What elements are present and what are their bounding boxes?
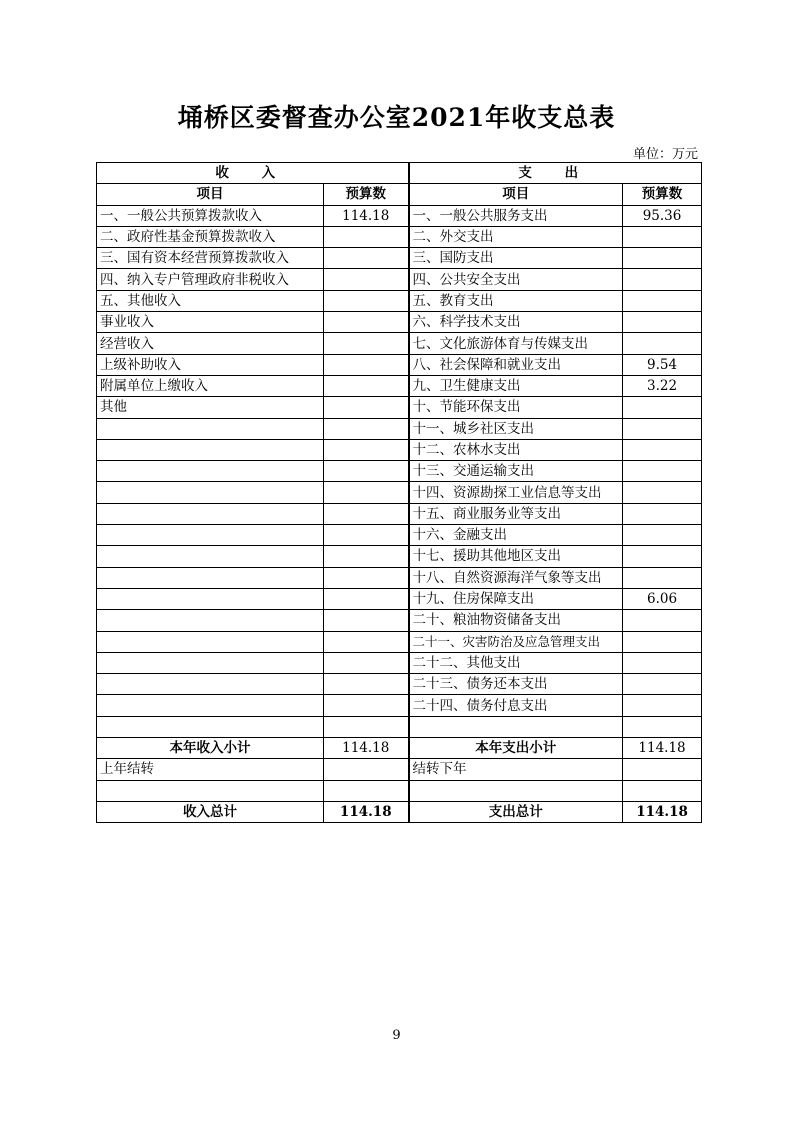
- table-row: [97, 333, 702, 354]
- expense-item-label: 二、外交支出: [409, 226, 623, 247]
- empty-cell: [97, 482, 324, 503]
- expense-item-label: 二十一、灾害防治及应急管理支出: [409, 631, 623, 652]
- empty-cell: [324, 610, 409, 631]
- expense-item-value: [623, 652, 702, 673]
- empty-cell: [324, 461, 409, 482]
- expense-item-value: 95.36: [623, 205, 702, 226]
- expense-item-label: 十一、城乡社区支出: [409, 418, 623, 439]
- expense-item-value: [623, 525, 702, 546]
- expense-item-label: 二十三、债务还本支出: [409, 674, 623, 695]
- empty-cell: [623, 716, 702, 737]
- subtotal-row: [97, 738, 702, 759]
- expense-item-label: 三、国防支出: [409, 248, 623, 269]
- expense-item-label: 十九、住房保障支出: [409, 588, 623, 609]
- income-total-value: 114.18: [324, 801, 409, 822]
- empty-cell: [324, 652, 409, 673]
- empty-cell: [324, 674, 409, 695]
- expense-item-value: [623, 567, 702, 588]
- income-item-value: 114.18: [324, 205, 409, 226]
- empty-cell: [97, 631, 324, 652]
- expense-item-label: 二十、粮油物资储备支出: [409, 610, 623, 631]
- document-title: 埇桥区委督查办公室2021年收支总表: [177, 103, 616, 132]
- expense-item-label: 五、教育支出: [409, 290, 623, 311]
- income-item-label: 三、国有资本经营预算拨款收入: [97, 248, 324, 269]
- empty-cell: [97, 525, 324, 546]
- table-row: [97, 780, 702, 801]
- expense-item-label: 二十四、债务付息支出: [409, 695, 623, 716]
- income-item-label: 二、政府性基金预算拨款收入: [97, 226, 324, 247]
- table-row: [97, 248, 702, 269]
- table-row: [97, 652, 702, 673]
- income-item-label: 一、一般公共预算拨款收入: [97, 205, 324, 226]
- empty-cell: [409, 780, 623, 801]
- expense-total-label: 支出总计: [409, 801, 623, 822]
- expense-item-value: [623, 312, 702, 333]
- expense-item-label: 十、节能环保支出: [409, 397, 623, 418]
- table-row: [97, 674, 702, 695]
- table-row: [97, 226, 702, 247]
- income-budget-header: 预算数: [324, 184, 409, 205]
- income-item-label: 上级补助收入: [97, 354, 324, 375]
- empty-cell: [324, 716, 409, 737]
- expense-item-value: [623, 503, 702, 524]
- empty-cell: [324, 588, 409, 609]
- income-subtotal-value: 114.18: [324, 738, 409, 759]
- empty-cell: [623, 759, 702, 780]
- income-item-value: [324, 290, 409, 311]
- empty-cell: [324, 631, 409, 652]
- empty-cell: [97, 567, 324, 588]
- empty-cell: [97, 439, 324, 460]
- empty-cell: [97, 695, 324, 716]
- empty-cell: [97, 546, 324, 567]
- prev-year-carryover-label: 上年结转: [97, 759, 324, 780]
- expense-item-value: [623, 248, 702, 269]
- expense-item-value: [623, 226, 702, 247]
- expense-item-label: 十八、自然资源海洋气象等支出: [409, 567, 623, 588]
- expense-section-header: 支 出: [409, 163, 702, 184]
- budget-table: [96, 162, 702, 823]
- expense-item-label: 十四、资源勘探工业信息等支出: [409, 482, 623, 503]
- expense-item-label: 二十二、其他支出: [409, 652, 623, 673]
- table-row: [97, 546, 702, 567]
- income-item-label: 附属单位上缴收入: [97, 375, 324, 396]
- expense-item-value: [623, 439, 702, 460]
- carry-forward-label: 结转下年: [409, 759, 623, 780]
- empty-cell: [324, 503, 409, 524]
- expense-budget-header: 预算数: [623, 184, 702, 205]
- expense-item-value: [623, 418, 702, 439]
- empty-cell: [97, 716, 324, 737]
- income-item-label: 事业收入: [97, 312, 324, 333]
- total-row: [97, 801, 702, 822]
- income-subtotal-label: 本年收入小计: [97, 738, 324, 759]
- empty-cell: [97, 674, 324, 695]
- empty-cell: [324, 418, 409, 439]
- budget-table-body: [97, 163, 702, 823]
- table-row: [97, 290, 702, 311]
- table-row: [97, 567, 702, 588]
- empty-cell: [324, 525, 409, 546]
- expense-item-label: 六、科学技术支出: [409, 312, 623, 333]
- income-item-value: [324, 312, 409, 333]
- expense-item-value: [623, 333, 702, 354]
- page-number: 9: [392, 1028, 401, 1043]
- empty-cell: [324, 482, 409, 503]
- empty-cell: [97, 588, 324, 609]
- income-item-value: [324, 248, 409, 269]
- table-row: [97, 482, 702, 503]
- expense-item-value: [623, 546, 702, 567]
- empty-cell: [623, 780, 702, 801]
- table-row: [97, 631, 702, 652]
- income-item-label: 经营收入: [97, 333, 324, 354]
- income-item-label: 五、其他收入: [97, 290, 324, 311]
- income-item-value: [324, 397, 409, 418]
- expense-subtotal-label: 本年支出小计: [409, 738, 623, 759]
- table-row: [97, 397, 702, 418]
- expense-item-label: 十三、交通运输支出: [409, 461, 623, 482]
- income-item-header: 项目: [97, 184, 324, 205]
- expense-item-value: [623, 610, 702, 631]
- income-item-label: 其他: [97, 397, 324, 418]
- expense-item-label: 十七、援助其他地区支出: [409, 546, 623, 567]
- income-item-label: 四、纳入专户管理政府非税收入: [97, 269, 324, 290]
- empty-cell: [324, 439, 409, 460]
- expense-item-label: 七、文化旅游体育与传媒支出: [409, 333, 623, 354]
- expense-item-value: [623, 461, 702, 482]
- table-row: [97, 716, 702, 737]
- income-item-value: [324, 354, 409, 375]
- empty-cell: [97, 780, 324, 801]
- expense-item-value: [623, 290, 702, 311]
- table-row: [97, 610, 702, 631]
- empty-cell: [97, 461, 324, 482]
- income-item-value: [324, 269, 409, 290]
- income-item-value: [324, 226, 409, 247]
- expense-item-label: 十二、农林水支出: [409, 439, 623, 460]
- table-row: [97, 354, 702, 375]
- table-row: [97, 418, 702, 439]
- expense-item-value: [623, 674, 702, 695]
- expense-item-value: [623, 482, 702, 503]
- empty-cell: [97, 610, 324, 631]
- table-row: [97, 269, 702, 290]
- section-header-row: [97, 163, 702, 184]
- expense-item-label: 四、公共安全支出: [409, 269, 623, 290]
- income-total-label: 收入总计: [97, 801, 324, 822]
- expense-item-header: 项目: [409, 184, 623, 205]
- expense-item-value: 6.06: [623, 588, 702, 609]
- unit-label: 单位：万元: [632, 147, 698, 162]
- table-row: [97, 503, 702, 524]
- empty-cell: [324, 546, 409, 567]
- table-row: [97, 525, 702, 546]
- table-row: [97, 205, 702, 226]
- table-row: [97, 695, 702, 716]
- income-item-value: [324, 333, 409, 354]
- empty-cell: [97, 503, 324, 524]
- empty-cell: [324, 759, 409, 780]
- expense-total-value: 114.18: [623, 801, 702, 822]
- empty-cell: [97, 418, 324, 439]
- empty-cell: [324, 567, 409, 588]
- empty-cell: [324, 695, 409, 716]
- expense-item-label: 十五、商业服务业等支出: [409, 503, 623, 524]
- table-row: [97, 461, 702, 482]
- empty-cell: [409, 716, 623, 737]
- expense-item-label: 十六、金融支出: [409, 525, 623, 546]
- empty-cell: [324, 780, 409, 801]
- table-row: [97, 439, 702, 460]
- expense-item-value: [623, 631, 702, 652]
- expense-item-value: [623, 397, 702, 418]
- expense-item-label: 八、社会保障和就业支出: [409, 354, 623, 375]
- expense-item-value: 9.54: [623, 354, 702, 375]
- table-row: [97, 588, 702, 609]
- income-section-header: 收 入: [97, 163, 409, 184]
- carryover-row: [97, 759, 702, 780]
- column-header-row: [97, 184, 702, 205]
- expense-item-label: 九、卫生健康支出: [409, 375, 623, 396]
- expense-item-value: 3.22: [623, 375, 702, 396]
- table-row: [97, 375, 702, 396]
- expense-item-value: [623, 695, 702, 716]
- table-row: [97, 312, 702, 333]
- empty-cell: [97, 652, 324, 673]
- expense-subtotal-value: 114.18: [623, 738, 702, 759]
- income-item-value: [324, 375, 409, 396]
- expense-item-label: 一、一般公共服务支出: [409, 205, 623, 226]
- expense-item-value: [623, 269, 702, 290]
